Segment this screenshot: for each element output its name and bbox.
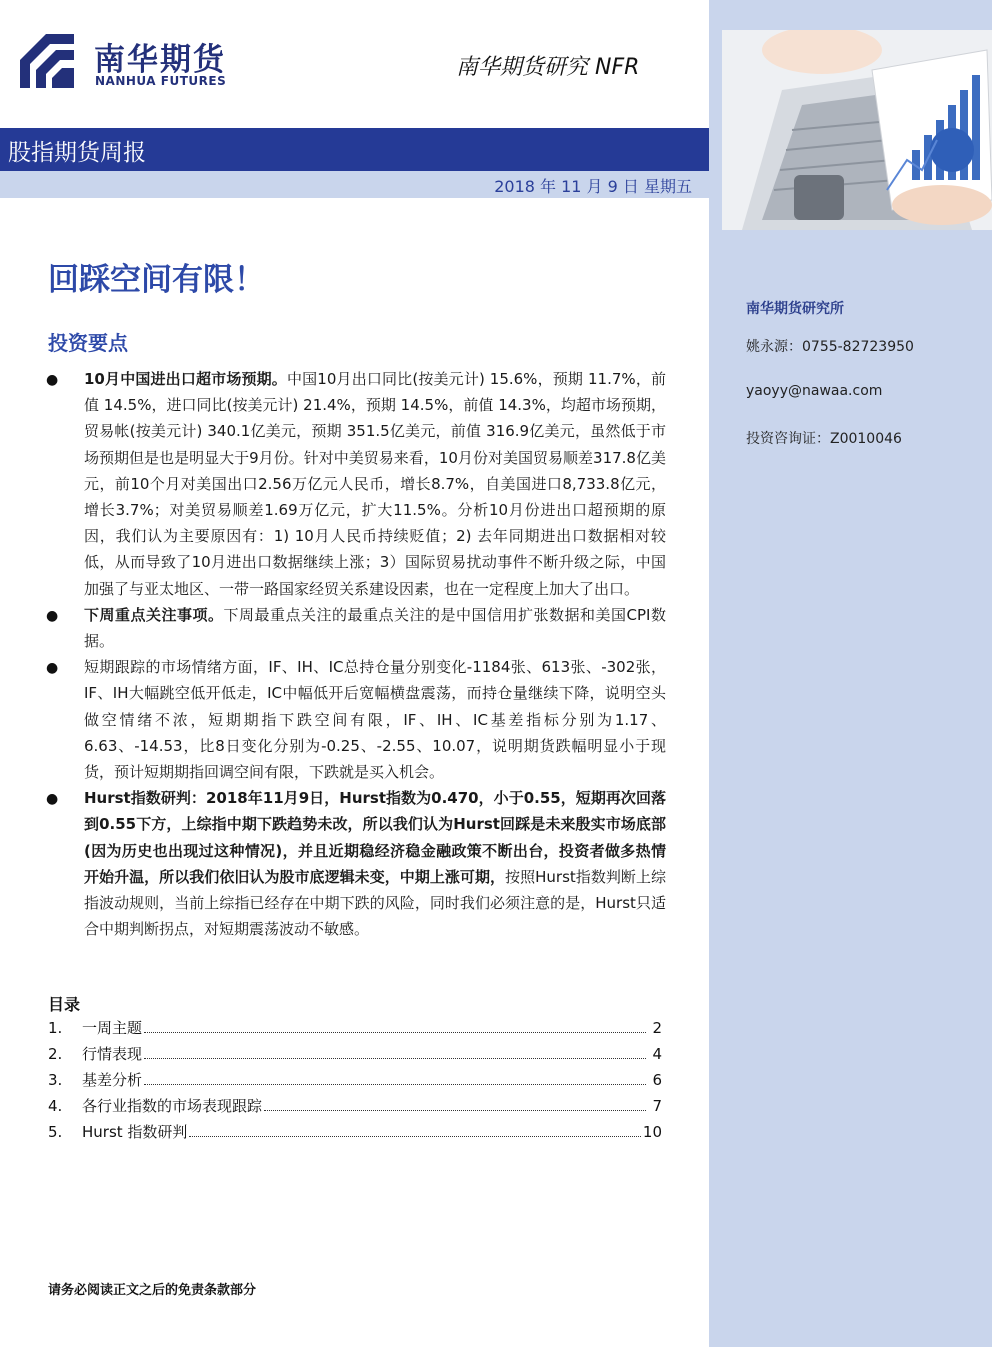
disclaimer-note: 请务必阅读正文之后的免责条款部分 bbox=[48, 1283, 257, 1298]
toc-title: 一周主题 bbox=[82, 1019, 143, 1037]
toc-number: 1. bbox=[48, 1019, 63, 1037]
toc-entry[interactable] bbox=[48, 1069, 662, 1095]
toc-title: Hurst 指数研判 bbox=[82, 1123, 188, 1141]
toc-entry[interactable] bbox=[48, 1121, 662, 1147]
sidebar-organization: 南华期货研究所 bbox=[746, 301, 844, 317]
toc-title: 各行业指数的市场表现跟踪 bbox=[82, 1097, 263, 1115]
toc-title: 行情表现 bbox=[82, 1045, 143, 1063]
analyst-contact: 姚永源：0755-82723950 bbox=[746, 339, 914, 355]
point-lead: Hurst指数研判：2018年11月9日，Hurst指数为0.470，小于0.55，短期再次回落到0.55下方，上综指中期下跌趋势未改，所以我们认为Hurst回踩是未来殷实市场底部(因为历史也出现过这种情况)，并且近期稳经济稳金融政策不断出台，投资者做多热情开始升温，所以我们依旧认为股市底逻辑未变，中期上涨可期， bbox=[84, 789, 666, 886]
investment-point bbox=[46, 654, 666, 785]
point-body: 中国10月出口同比(按美元计) 15.6%，预期 11.7%，前值 14.5%，进口同比(按美元计) 21.4%，预期 14.5%，前值 14.3%，均超市场预期，贸易帐(按美元计) 340.1亿美元，预期 351.5亿美元，前值 316.9亿美元，虽然低于市场预期但是也是明显大于9月份。针对中美贸易来看，10月份对美国贸易顺差317.8亿美元，前10个月对美国出口2.56万亿元人民币，增长8.7%，自美国进口8,733.8亿元，增长3.7%；对美贸易顺差1.69万亿元，扩大11.5%。分析10月份进出口超预期的原因，我们认为主要原因有：1) 10月人民币持续贬值；2) 去年同期进出口数据相对较低，从而导致了10月进出口数据继续上涨；3）国际贸易扰动事件不断升级之际，中国加强了与亚太地区、一带一路国家经贸关系建设因素，也在一定程度上加大了出口。 bbox=[84, 370, 666, 598]
point-lead: 10月中国进出口超市场预期。 bbox=[84, 370, 287, 388]
toc-page: 10 bbox=[642, 1123, 662, 1141]
toc-title: 基差分析 bbox=[82, 1071, 143, 1089]
nanhua-logo-icon bbox=[16, 30, 82, 92]
analyst-email[interactable]: yaoyy@nawaa.com bbox=[746, 383, 883, 399]
analyst-license: 投资咨询证：Z0010046 bbox=[746, 431, 902, 447]
investment-points-list bbox=[46, 366, 666, 942]
point-body: 下周最重点关注的最重点关注的是中国信用扩张数据和美国CPI数据。 bbox=[84, 605, 666, 651]
cover-photo-illustration bbox=[722, 30, 992, 230]
toc-number: 2. bbox=[48, 1045, 63, 1063]
toc-number: 4. bbox=[48, 1097, 63, 1115]
point-lead: 下周重点关注事项。 bbox=[84, 605, 224, 624]
investment-point bbox=[46, 366, 666, 602]
bullet-icon: ● bbox=[46, 372, 59, 388]
brand-tagline: 南华期货研究 NFR bbox=[456, 55, 640, 80]
toc-entry[interactable] bbox=[48, 1095, 662, 1121]
toc-page: 4 bbox=[652, 1045, 662, 1063]
toc-page: 6 bbox=[652, 1071, 662, 1089]
logo-chinese-name: 南华期货 bbox=[94, 42, 226, 78]
toc-page: 2 bbox=[652, 1019, 662, 1037]
toc-entry[interactable] bbox=[48, 1043, 662, 1069]
investment-point bbox=[46, 785, 666, 942]
toc-leader bbox=[189, 1135, 640, 1137]
toc-page: 7 bbox=[652, 1097, 662, 1115]
point-body: 按照Hurst指数判断上综指波动规则，当前上综指已经存在中期下跌的风险，同时我们必须注意的是，Hurst只适合中期判断拐点，对短期震荡波动不敏感。 bbox=[84, 867, 666, 939]
toc-number: 5. bbox=[48, 1123, 63, 1141]
toc-heading: 目录 bbox=[48, 995, 81, 1014]
table-of-contents bbox=[48, 1017, 662, 1147]
report-date: 2018 年 11 月 9 日 星期五 bbox=[494, 177, 692, 196]
toc-number: 3. bbox=[48, 1071, 63, 1089]
toc-entry[interactable] bbox=[48, 1017, 662, 1043]
toc-leader bbox=[144, 1057, 646, 1059]
bullet-icon: ● bbox=[46, 791, 59, 808]
report-title: 回踩空间有限！ bbox=[48, 262, 265, 298]
investment-point bbox=[46, 602, 666, 654]
report-type: 股指期货周报 bbox=[8, 140, 146, 166]
toc-leader bbox=[144, 1031, 646, 1033]
point-body: 短期跟踪的市场情绪方面，IF、IH、IC总持仓量分别变化-1184张、613张、-302张，IF、IH大幅跳空低开低走，IC中幅低开后宽幅横盘震荡，而持仓量继续下降，说明空头做空情绪不浓，短期期指下跌空间有限，IF、IH、IC基差指标分别为1.17、6.63、-14.53，比8日变化分别为-0.25、-2.55、10.07，说明期货跌幅明显小于现货，预计短期期指回调空间有限，下跌就是买入机会。 bbox=[84, 658, 666, 782]
bullet-icon: ● bbox=[46, 660, 59, 677]
bullet-icon: ● bbox=[46, 607, 59, 624]
toc-leader bbox=[264, 1109, 646, 1111]
toc-leader bbox=[144, 1083, 646, 1085]
section-heading: 投资要点 bbox=[48, 331, 128, 355]
cover-photo bbox=[722, 30, 992, 230]
logo-english-name: NANHUA FUTURES bbox=[95, 74, 227, 88]
